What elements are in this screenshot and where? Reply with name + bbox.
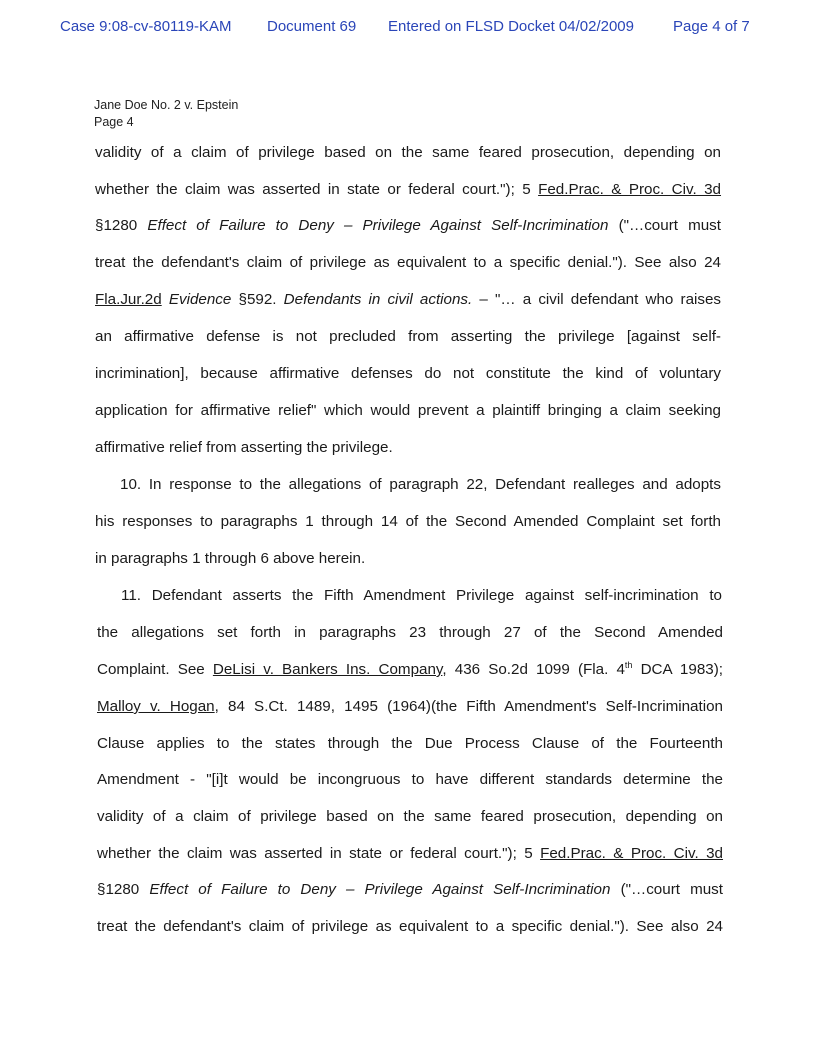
body-line: his responses to paragraphs 1 through 14 of the Second Amended Complaint set forth bbox=[95, 513, 721, 530]
body-line: Amendment - "[i]t would be incongruous to have different standards determine the bbox=[97, 771, 723, 788]
stamp-page-count: Page 4 of 7 bbox=[673, 18, 750, 35]
court-filing-stamp bbox=[0, 18, 816, 38]
stamp-entered-date: Entered on FLSD Docket 04/02/2009 bbox=[388, 18, 634, 35]
citation-title: Effect of Failure to Deny – Privilege Against Self-Incrimination bbox=[147, 217, 609, 234]
body-line: validity of a claim of privilege based on the same feared prosecution, depending on bbox=[97, 808, 723, 825]
stamp-case-number: Case 9:08-cv-80119-KAM bbox=[60, 18, 232, 35]
body-line: Complaint. See DeLisi v. Bankers Ins. Company, 436 So.2d 1099 (Fla. 4th DCA 1983); bbox=[97, 659, 723, 678]
citation: Fla.Jur.2d bbox=[95, 291, 162, 308]
page-number: Page 4 bbox=[94, 115, 134, 129]
citation: Fed.Prac. & Proc. Civ. 3d bbox=[538, 181, 722, 198]
body-line: incrimination], because affirmative defenses do not constitute the kind of voluntary bbox=[95, 365, 721, 382]
body-line: §1280 Effect of Failure to Deny – Privilege Against Self-Incrimination ("…court must bbox=[95, 217, 721, 234]
citation-title: Effect of Failure to Deny – Privilege Against Self-Incrimination bbox=[149, 881, 611, 898]
body-line: whether the claim was asserted in state or federal court."); 5 Fed.Prac. & Proc. Civ. 3d bbox=[95, 181, 722, 198]
body-line: an affirmative defense is not precluded from asserting the privilege [against self- bbox=[95, 328, 721, 345]
body-line: affirmative relief from asserting the privilege. bbox=[95, 439, 393, 456]
body-line: validity of a claim of privilege based on the same feared prosecution, depending on bbox=[95, 144, 721, 161]
body-line: the allegations set forth in paragraphs 23 through 27 of the Second Amended bbox=[97, 624, 723, 641]
paragraph-10-first-line: 10. In response to the allegations of paragraph 22, Defendant realleges and adopts bbox=[120, 476, 721, 493]
body-line: treat the defendant's claim of privilege as equivalent to a specific denial."). See also 24 bbox=[97, 918, 723, 935]
body-line: in paragraphs 1 through 6 above herein. bbox=[95, 550, 366, 567]
stamp-document-number: Document 69 bbox=[267, 18, 357, 35]
citation: DeLisi v. Bankers Ins. Company bbox=[212, 661, 443, 678]
body-line: Clause applies to the states through the Due Process Clause of the Fourteenth bbox=[97, 735, 723, 752]
case-caption: Jane Doe No. 2 v. Epstein bbox=[94, 98, 239, 112]
body-line: treat the defendant's claim of privilege as equivalent to a specific denial."). See also 24 bbox=[95, 254, 721, 271]
citation: Fed.Prac. & Proc. Civ. 3d bbox=[540, 845, 724, 862]
body-line: Fla.Jur.2d Evidence §592. Defendants in civil actions. – "… a civil defendant who raises bbox=[95, 291, 722, 308]
body-line: application for affirmative relief" which would prevent a plaintiff bringing a claim seeking bbox=[95, 402, 721, 419]
body-line: whether the claim was asserted in state or federal court."); 5 Fed.Prac. & Proc. Civ. 3d bbox=[97, 845, 724, 862]
paragraph-11-first-line: 11. Defendant asserts the Fifth Amendment Privilege against self-incrimination to bbox=[121, 587, 722, 604]
body-line: Malloy v. Hogan, 84 S.Ct. 1489, 1495 (1964)(the Fifth Amendment's Self-Incrimination bbox=[97, 698, 723, 715]
citation: Malloy v. Hogan bbox=[97, 698, 215, 715]
body-line: §1280 Effect of Failure to Deny – Privilege Against Self-Incrimination ("…court must bbox=[97, 881, 723, 898]
